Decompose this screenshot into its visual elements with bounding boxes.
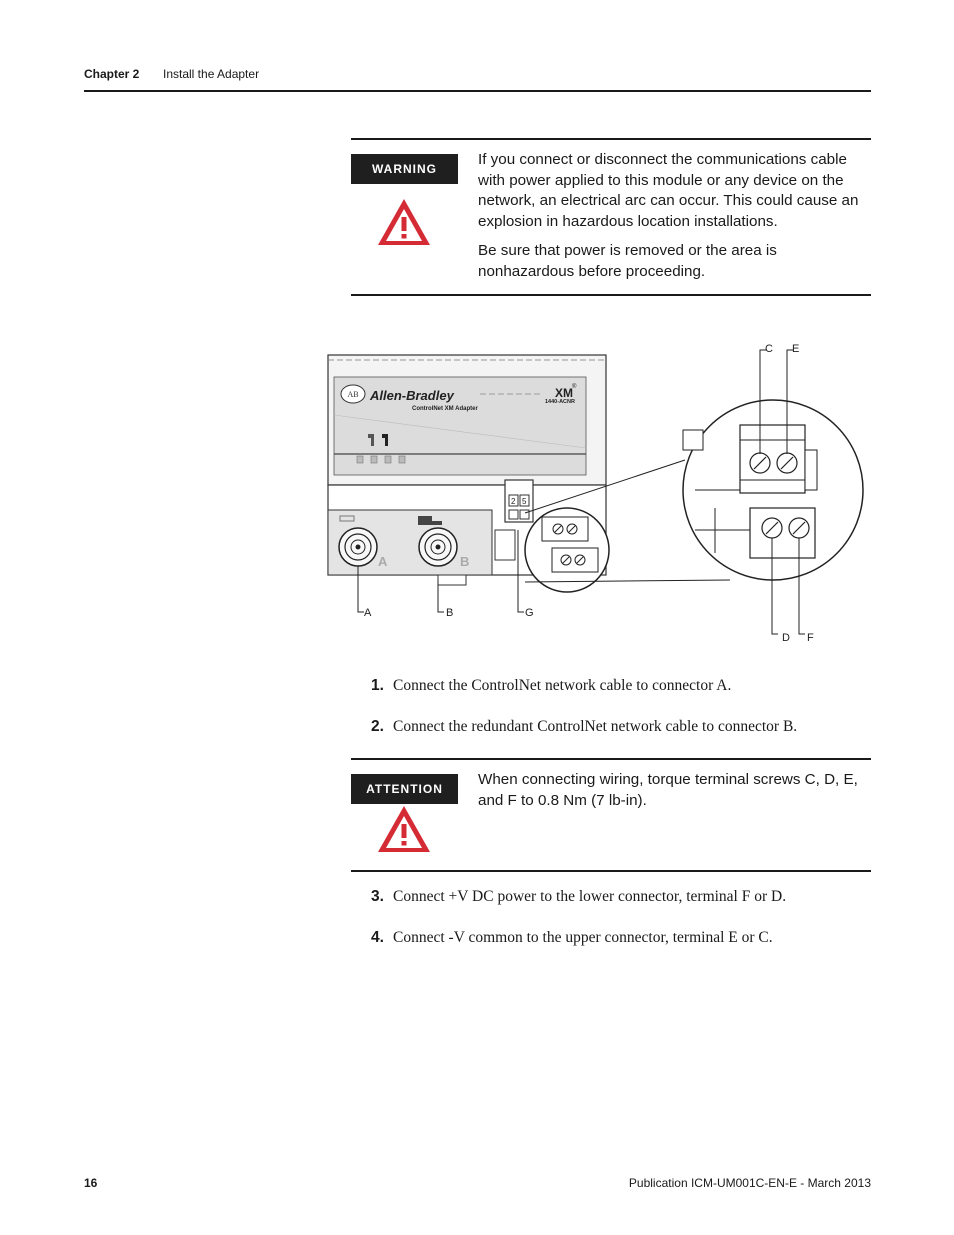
step-number: 2. — [371, 718, 384, 735]
callout-a: A — [364, 607, 372, 619]
step-text: Connect -V common to the upper connector, terminal E or C. — [393, 929, 773, 946]
brand-text: Allen-Bradley — [370, 388, 454, 403]
warning-paragraph-2: Be sure that power is removed or the area is nonhazardous before proceeding. — [478, 242, 777, 280]
step-3 — [371, 888, 786, 906]
step-text: Connect the ControlNet network cable to connector A. — [393, 677, 732, 694]
catalog-number: 1440-ACNR — [545, 399, 575, 405]
callout-d: D — [782, 632, 790, 644]
warning-paragraph-1: If you connect or disconnect the communications cable with power applied to this module or any device on the network, an electrical arc can occur. This could cause an explosion in hazardous location installations. — [478, 151, 859, 230]
warning-label: WARNING — [351, 154, 458, 184]
warning-notice — [351, 138, 871, 296]
callout-e: E — [792, 343, 800, 355]
step-number: 1. — [371, 677, 384, 694]
running-header — [84, 66, 871, 92]
step-2 — [371, 718, 797, 736]
step-text: Connect +V DC power to the lower connector, terminal F or D. — [393, 888, 787, 905]
terminal-lower-number: 5 — [522, 497, 527, 506]
terminal-upper-number: 2 — [511, 497, 516, 506]
hazard-triangle-icon — [376, 804, 432, 854]
warning-text — [478, 150, 870, 291]
callout-c: C — [765, 343, 773, 355]
connector-b-letter: B — [460, 554, 470, 569]
step-1 — [371, 677, 731, 695]
callout-g: G — [525, 607, 534, 619]
section-title: Install the Adapter — [163, 67, 260, 81]
module-name-text: ControlNet XM Adapter — [412, 406, 478, 412]
connector-b-icon — [419, 528, 457, 566]
product-line-text: XM — [555, 386, 573, 400]
attention-label: ATTENTION — [351, 774, 458, 804]
logo-text: AB — [347, 390, 359, 399]
hazard-triangle-icon — [376, 197, 432, 247]
page-number: 16 — [84, 1176, 98, 1190]
callout-f: F — [807, 632, 814, 644]
product-registered-mark: ® — [572, 384, 577, 390]
attention-notice — [351, 758, 871, 872]
connector-a-letter: A — [378, 554, 388, 569]
chapter-label: Chapter 2 — [84, 67, 140, 81]
publication-info: Publication ICM-UM001C-EN-E - March 2013 — [628, 1176, 871, 1190]
callout-b: B — [446, 607, 454, 619]
connector-a-icon — [339, 528, 377, 566]
step-number: 3. — [371, 888, 384, 905]
step-4 — [371, 929, 773, 947]
adapter-diagram — [320, 330, 880, 650]
step-number: 4. — [371, 929, 384, 946]
attention-paragraph: When connecting wiring, torque terminal screws C, D, E, and F to 0.8 Nm (7 lb-in). — [478, 771, 858, 809]
step-text: Connect the redundant ControlNet network cable to connector B. — [393, 718, 798, 735]
attention-text — [478, 770, 870, 820]
